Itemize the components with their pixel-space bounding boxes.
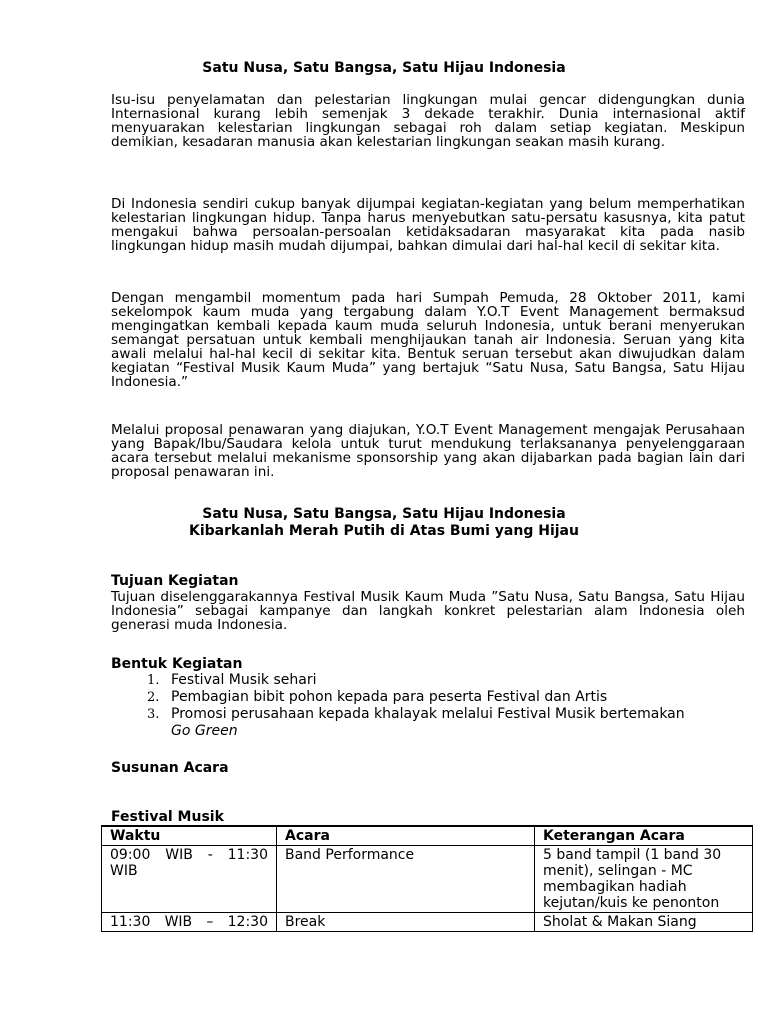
table-header-row <box>102 826 753 846</box>
cell-waktu-line1: 09:00 WIB - 11:30 <box>110 847 268 863</box>
cell-waktu <box>102 846 277 913</box>
list-number: 3. <box>147 707 160 722</box>
schedule-table <box>101 825 753 932</box>
paragraph-3: Dengan mengambil momentum pada hari Sumpah Pemuda, 28 Oktober 2011, kami sekelompok kaum muda yang tergabung dalam Y.O.T Event Management bermaksud mengingatkan kembali kepada kaum muda seluruh Indonesia, untuk berani menyerukan semangat persatuan untuk kembali menghijaukan tanah air Indonesia. Seruan yang kita awali melalui hal-hal kecil di sekitar kita. Bentuk seruan tersebut akan diwujudkan dalam kegiatan “Festival Musik Kaum Muda” yang bertajuk “Satu Nusa, Satu Bangsa, Satu Hijau Indonesia.” <box>111 290 745 390</box>
cell-keterangan: 5 band tampil (1 band 30 menit), selingan - MC membagikan hadiah kejutan/kuis ke penonton <box>535 846 753 913</box>
tujuan-text: Tujuan diselenggarakannya Festival Musik Kaum Muda ”Satu Nusa, Satu Bangsa, Satu Hijau Indonesia” sebagai kampanye dan langkah konkret pelestarian alam Indonesia oleh generasi muda Indonesia. <box>111 589 745 633</box>
festival-heading: Festival Musik <box>111 809 224 825</box>
list-number: 2. <box>147 690 160 705</box>
slogan-line-2: Kibarkanlah Merah Putih di Atas Bumi yang Hijau <box>189 523 579 539</box>
tujuan-heading: Tujuan Kegiatan <box>111 573 239 589</box>
cell-waktu-line2: WIB <box>110 863 138 879</box>
cell-waktu-line1: 11:30 WIB – 12:30 <box>110 914 268 930</box>
cell-acara: Band Performance <box>277 846 535 913</box>
cell-keterangan: Sholat & Makan Siang <box>535 913 753 932</box>
column-header-keterangan: Keterangan Acara <box>535 826 753 846</box>
column-header-acara: Acara <box>277 826 535 846</box>
list-item <box>147 672 768 689</box>
cell-acara: Break <box>277 913 535 932</box>
activity-list <box>111 672 768 740</box>
paragraph-1: Isu-isu penyelamatan dan pelestarian lingkungan mulai gencar didengungkan dunia Internasional kurang lebih semenjak 3 dekade terakhir. Dunia internasional aktif menyuarakan kelestarian lingkungan sebagai roh dalam setiap kegiatan. Meskipun demikian, kesadaran manusia akan kelestarian lingkungan seakan masih kurang. <box>111 92 745 150</box>
list-item-italic: Go Green <box>171 723 238 739</box>
paragraph-2: Di Indonesia sendiri cukup banyak dijumpai kegiatan-kegiatan yang belum memperhatikan kelestarian lingkungan hidup. Tanpa harus menyebutkan satu-persatu kasusnya, kita patut mengakui bahwa persoalan-persoalan ketidaksadaran masyarakat kita pada nasib lingkungan hidup masih mudah dijumpai, bahkan dimulai dari hal-hal kecil di sekitar kita. <box>111 196 745 254</box>
table-row <box>102 846 753 913</box>
list-item <box>147 689 768 706</box>
table-row <box>102 913 753 932</box>
document-title: Satu Nusa, Satu Bangsa, Satu Hijau Indonesia <box>202 60 566 76</box>
cell-waktu <box>102 913 277 932</box>
list-item <box>147 706 768 740</box>
list-item-text: Festival Musik sehari <box>171 672 317 688</box>
column-header-waktu: Waktu <box>102 826 277 846</box>
susunan-heading: Susunan Acara <box>111 760 229 776</box>
list-number: 1. <box>147 673 160 688</box>
paragraph-4: Melalui proposal penawaran yang diajukan, Y.O.T Event Management mengajak Perusahaan yang Bapak/Ibu/Saudara kelola untuk turut mendukung terlaksananya penyelenggaraan acara tersebut melalui mekanisme sponsorship yang akan dijabarkan pada bagian lain dari proposal penawaran ini. <box>111 422 745 480</box>
list-item-text: Promosi perusahaan kepada khalayak melalui Festival Musik bertemakan <box>171 706 685 722</box>
list-item-text: Pembagian bibit pohon kepada para peserta Festival dan Artis <box>171 689 608 705</box>
bentuk-heading: Bentuk Kegiatan <box>111 656 243 672</box>
slogan-line-1: Satu Nusa, Satu Bangsa, Satu Hijau Indonesia <box>202 506 566 522</box>
